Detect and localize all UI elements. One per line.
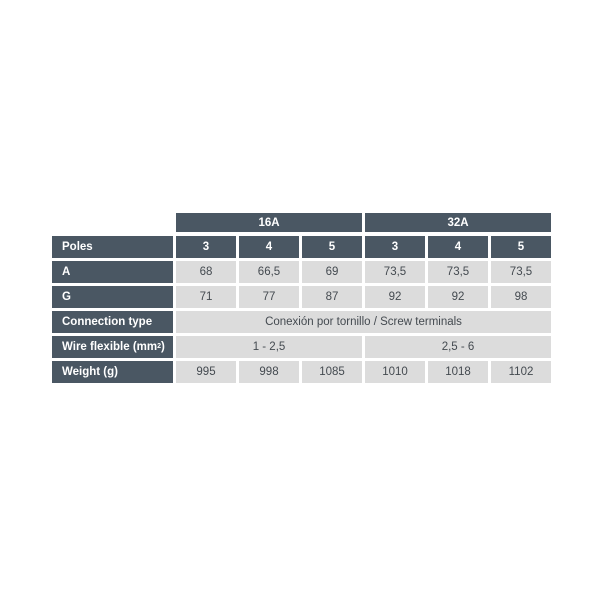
poles-header: 4 <box>428 236 488 258</box>
row-label-g: G <box>52 286 173 308</box>
group-header-32a: 32A <box>365 213 551 233</box>
table-cell: 1010 <box>365 361 425 383</box>
wire-flexible-16a: 1 - 2,5 <box>176 336 362 358</box>
table-cell: 87 <box>302 286 362 308</box>
table-cell: 995 <box>176 361 236 383</box>
table-corner-empty <box>52 213 173 233</box>
table-cell: 1102 <box>491 361 551 383</box>
table-cell: 73,5 <box>428 261 488 283</box>
table-cell: 68 <box>176 261 236 283</box>
wire-label-end: ) <box>161 341 165 353</box>
poles-header: 3 <box>365 236 425 258</box>
row-label-wire-flexible: Wire flexible (mm 2 ) <box>52 336 173 358</box>
poles-header: 5 <box>302 236 362 258</box>
table-cell: 73,5 <box>365 261 425 283</box>
table-cell: 92 <box>428 286 488 308</box>
connection-type-value: Conexión por tornillo / Screw terminals <box>176 311 551 333</box>
group-header-16a: 16A <box>176 213 362 233</box>
row-label-poles: Poles <box>52 236 173 258</box>
table-cell: 73,5 <box>491 261 551 283</box>
row-label-a: A <box>52 261 173 283</box>
poles-header: 5 <box>491 236 551 258</box>
table-cell: 1085 <box>302 361 362 383</box>
table-cell: 66,5 <box>239 261 299 283</box>
table-cell: 69 <box>302 261 362 283</box>
poles-header: 3 <box>176 236 236 258</box>
wire-label-text: Wire flexible (mm <box>62 341 158 353</box>
table-cell: 98 <box>491 286 551 308</box>
table-cell: 92 <box>365 286 425 308</box>
poles-header: 4 <box>239 236 299 258</box>
wire-flexible-32a: 2,5 - 6 <box>365 336 551 358</box>
table-cell: 77 <box>239 286 299 308</box>
specifications-table <box>52 213 551 383</box>
table-cell: 998 <box>239 361 299 383</box>
table-cell: 71 <box>176 286 236 308</box>
table-cell: 1018 <box>428 361 488 383</box>
row-label-weight: Weight (g) <box>52 361 173 383</box>
row-label-connection-type: Connection type <box>52 311 173 333</box>
